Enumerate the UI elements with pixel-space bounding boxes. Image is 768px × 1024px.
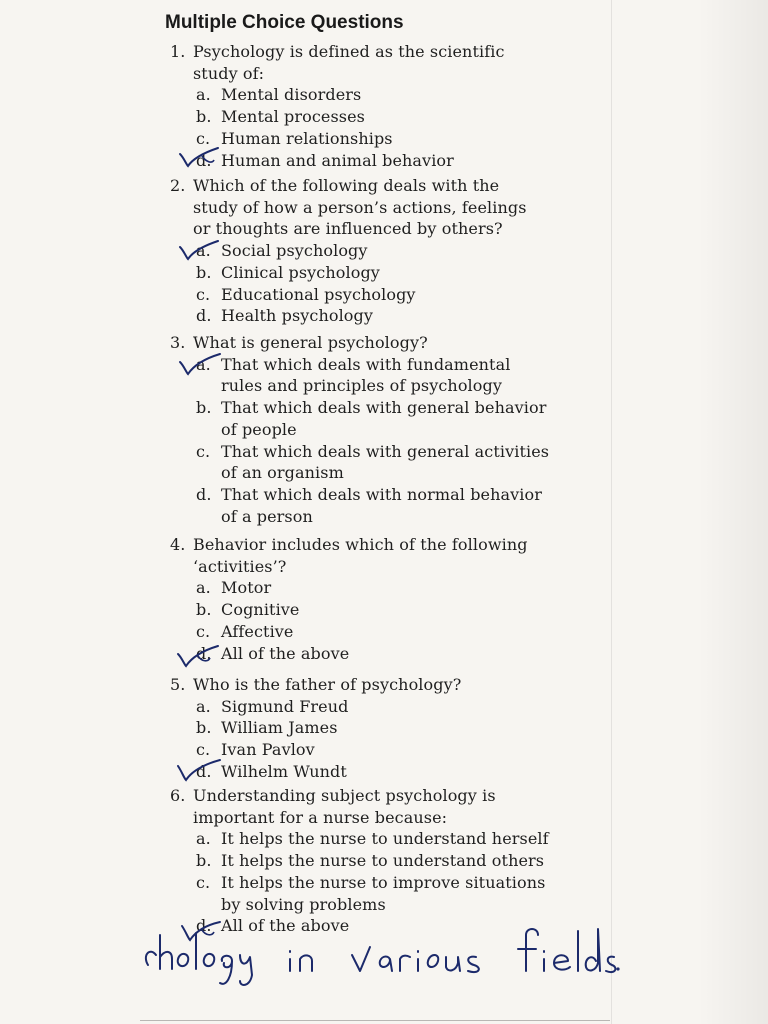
question-number: 3. [170, 333, 186, 352]
question-text: Psychology is defined as the scientific [193, 42, 505, 61]
option-text: Social psychology [221, 241, 368, 261]
option-letter: a. [196, 696, 211, 716]
option-text: of people [221, 419, 297, 439]
option-text: of a person [221, 506, 313, 526]
option-text: William James [221, 718, 338, 738]
option-text: Health psychology [221, 306, 374, 326]
option-text: All of the above [221, 916, 350, 936]
option-letter: c. [196, 621, 211, 641]
question-text: Who is the father of psychology? [193, 675, 462, 694]
option-text: It helps the nurse to improve situations [221, 872, 546, 892]
question-number: 4. [170, 535, 186, 554]
option-letter: d. [196, 643, 212, 663]
option-text: Clinical psychology [221, 262, 380, 282]
question-number: 5. [170, 675, 186, 694]
question-text: or thoughts are influenced by others? [193, 219, 503, 239]
answer-tick-icon [176, 760, 222, 782]
option-text: Wilhelm Wundt [221, 761, 347, 781]
question-text: Which of the following deals with the [193, 176, 500, 195]
option-text: Mental processes [221, 107, 365, 127]
option-text: Educational psychology [221, 284, 416, 304]
option-letter: b. [196, 107, 212, 127]
option-letter: b. [196, 718, 212, 738]
option-letter: b. [196, 398, 212, 418]
option-letter: d. [196, 484, 212, 504]
option-letter: c. [196, 284, 211, 304]
option-text: of an organism [221, 463, 344, 483]
option-text: That which deals with general activities [221, 441, 550, 461]
option-text: Motor [221, 578, 272, 598]
option-letter: b. [196, 262, 212, 282]
option-text: Human relationships [221, 128, 393, 148]
answer-tick-icon [178, 241, 224, 263]
question-text: What is general psychology? [193, 333, 428, 352]
answer-tick-icon [178, 148, 224, 170]
option-text: Human and animal behavior [221, 150, 454, 170]
option-letter: a. [196, 85, 211, 105]
option-text: It helps the nurse to understand others [221, 851, 545, 871]
section-heading: Multiple Choice Questions [165, 12, 404, 33]
option-letter: c. [196, 740, 211, 760]
option-letter: a. [196, 578, 211, 598]
page-edge-shadow [698, 0, 768, 1024]
option-text: Ivan Pavlov [221, 740, 315, 760]
option-letter: c. [196, 441, 211, 461]
option-letter: c. [196, 872, 211, 892]
option-text: That which deals with general behavior [221, 398, 547, 418]
option-text: Mental disorders [221, 85, 362, 105]
option-text: All of the above [221, 643, 350, 663]
question-text: study of how a person’s actions, feelings [193, 197, 527, 217]
option-letter: b. [196, 851, 212, 871]
option-text: Cognitive [221, 600, 300, 620]
option-text: That which deals with fundamental [221, 354, 511, 374]
question-text: Behavior includes which of the following [193, 535, 528, 554]
option-letter: c. [196, 128, 211, 148]
page-fold-line [611, 0, 612, 1024]
option-letter: a. [196, 829, 211, 849]
option-letter: b. [196, 600, 212, 620]
option-letter: a. [196, 241, 211, 261]
page-bottom-rule [140, 1020, 610, 1021]
question-text: study of: [193, 63, 265, 83]
option-letter: d. [196, 306, 212, 326]
question-number: 6. [170, 786, 186, 805]
option-letter: d. [196, 916, 212, 936]
question-text: ‘activities’? [193, 556, 287, 576]
option-text: rules and principles of psychology [221, 376, 502, 396]
option-text: It helps the nurse to understand herself [221, 829, 549, 849]
handwritten-note [140, 925, 620, 995]
option-letter: d. [196, 150, 212, 170]
option-text: Affective [221, 621, 294, 641]
option-letter: d. [196, 761, 212, 781]
question-text: Understanding subject psychology is [193, 786, 496, 805]
option-text: That which deals with normal behavior [221, 484, 542, 504]
answer-tick-icon [176, 643, 222, 668]
option-letter: a. [196, 354, 211, 374]
option-text: by solving problems [221, 894, 386, 914]
option-text: Sigmund Freud [221, 696, 349, 716]
question-text: important for a nurse because: [193, 807, 448, 827]
question-number: 1. [170, 42, 186, 61]
question-number: 2. [170, 176, 186, 195]
answer-tick-icon [178, 354, 224, 376]
